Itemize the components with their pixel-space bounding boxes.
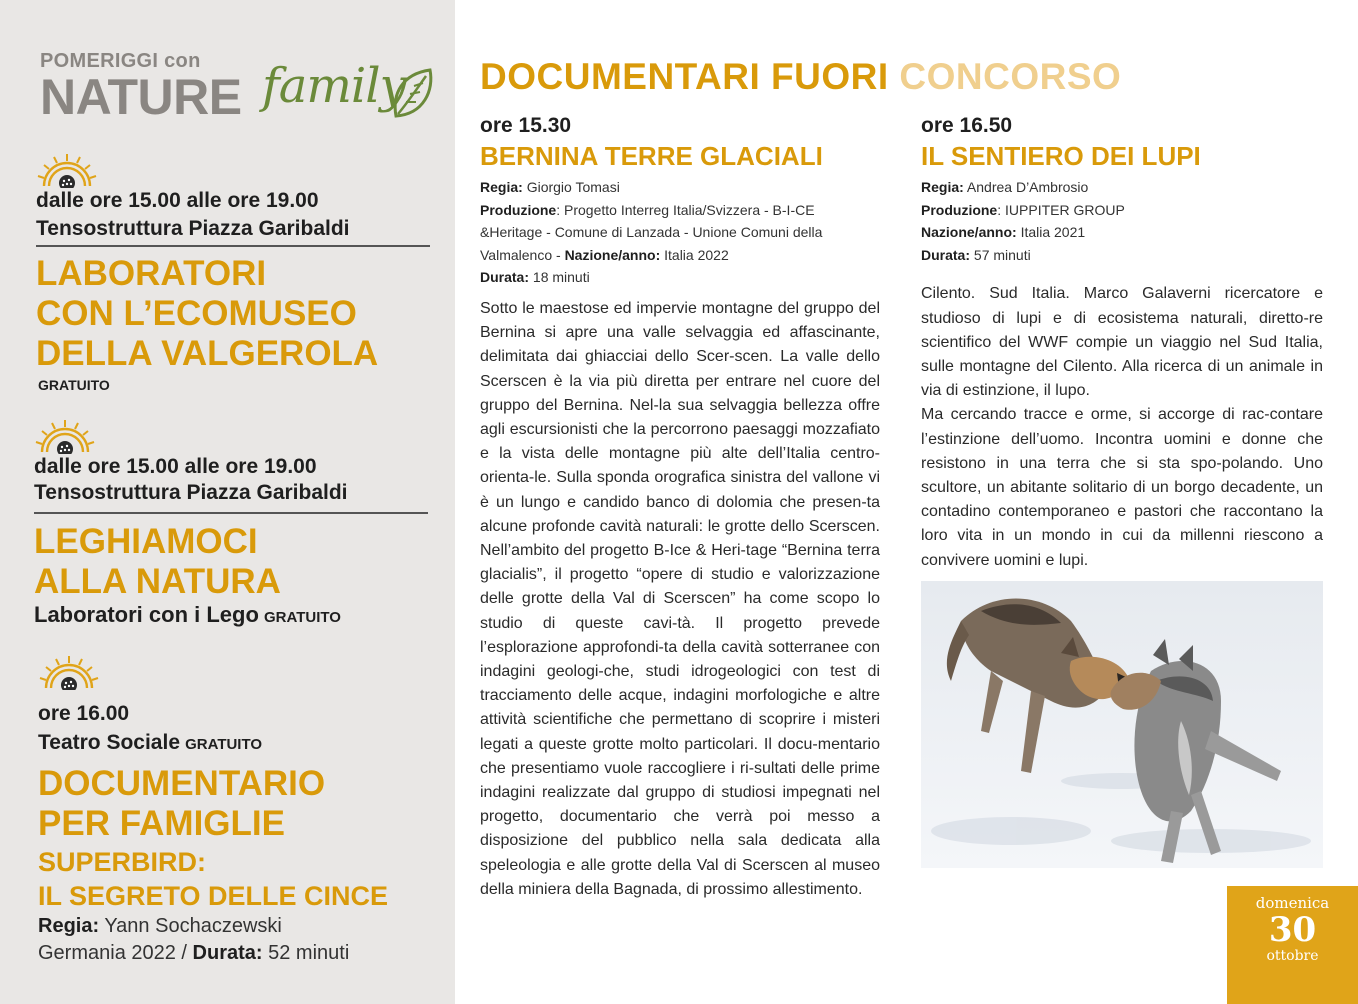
durata-label: Durata:: [480, 269, 530, 286]
date-number: 30: [1268, 910, 1317, 950]
sun-icon: [38, 654, 100, 690]
nazione-value: Italia 2021: [1020, 224, 1086, 241]
film1-paragraph: Sotto le maestose ed impervie montagne del gruppo del Bernina si apre una valle selvaggia ed affascinante, delimitata dai ghiacciai dello Scer-scen. La valle dello Scerscen è la via più diretta per entrare nel cuore del gruppo del Bernina. Nel-la sua selvaggia bellezza offre agli escursionisti che la percorrono paesaggi mozzafiato e la vista delle montagne più alte dell’Italia centro-orienta-le. Sulla sponda orografica sinistra del vallone vi è un lungo e candido banco di dolomia che presen-ta alcune profonde cavità naturali: le grotte dello Scerscen. Nell’ambito del progetto B-Ice & Heri-tage “Bernina terra glacialis”, il progetto “opere di studio e valorizzazione delle grotte della Val di Scerscen” ha come scopo lo studio di queste cavi-tà. Il progetto prevede l’esplorazione approfondi-ta della cavità sotterranee con indagini geologi-che, studi idrogeologici con test di tracciamento delle acque, indagini morfologiche e altre attività scientifiche che permettano di scoprire i misteri legati a queste grotte molto particolari. Il docu-mentario che presentiamo vuole raccogliere i ri-sultati delle prime indagini realizzate dal gruppo di studiosi impegnati nel progetto, documentario che verrà poi messo a disposizione del pubblico nella sala dedicata alla speleologia e alle grotte della Val di Scerscen al museo della miniera della Bagnada, di prossimo allestimento.: [480, 299, 880, 898]
event2-time: dalle ore 15.00 alle ore 19.00: [34, 455, 317, 478]
event3-time: ore 16.00: [38, 702, 130, 725]
logo-top-text: POMERIGGI con: [40, 50, 201, 72]
sun-icon: [34, 418, 96, 454]
regia-label: Regia:: [38, 915, 100, 937]
durata-value: 18 minuti: [532, 269, 590, 286]
film2-paragraph: Cilento. Sud Italia. Marco Galaverni ricercatore e studioso di lupi e di ecosistema naturali, diretto-re scientifico del WWF compie un viaggio nel Sud Italia, sulle montagne del Cilento. Alla ricerca di un animale in via di estinzione, il lupo.: [921, 285, 1323, 400]
wolves-photo: [921, 581, 1323, 868]
produzione-value: : Progetto Interreg Italia/Svizzera - B-I-CE &Heritage - Comune di Lanzada - Unione Comuni della Valmalenco -: [480, 201, 823, 263]
event2-title: [34, 522, 281, 602]
logo-family-text: family: [262, 58, 406, 114]
event2-subtitle-row: [34, 602, 341, 628]
sun-icon: [36, 152, 98, 188]
event3-title-line: DOCUMENTARIO: [38, 764, 326, 803]
regia-value: Andrea D’Ambrosio: [966, 179, 1089, 195]
date-badge: [1227, 886, 1358, 1004]
event1-title: [36, 254, 378, 374]
event3-film-title: [38, 845, 388, 913]
regia-label: Regia:: [921, 179, 964, 195]
country-year: Germania 2022 /: [38, 942, 193, 964]
nazione-value: Italia 2022: [664, 246, 729, 263]
nazione-label: Nazione/anno:: [564, 246, 661, 263]
produzione-label: Produzione: [921, 201, 998, 218]
film1-title: BERNINA TERRE GLACIALI: [480, 141, 823, 171]
heading-part2: CONCORSO: [899, 56, 1122, 97]
durata-value: 57 minuti: [973, 246, 1031, 263]
event1-time: dalle ore 15.00 alle ore 19.00: [36, 189, 319, 212]
regia-value: Giorgio Tomasi: [526, 179, 620, 195]
regia-label: Regia:: [480, 179, 523, 195]
event2-price: GRATUITO: [264, 609, 341, 626]
produzione-value: : IUPPITER GROUP: [997, 201, 1125, 218]
event3-country-duration: [38, 942, 349, 965]
event1-title-line: CON L’ECOMUSEO: [36, 294, 357, 333]
event1-price: GRATUITO: [38, 377, 110, 393]
film1-credits: [480, 176, 880, 289]
film2-description: [921, 282, 1323, 572]
event2-title-line: LEGHIAMOCI: [34, 522, 258, 561]
event1-place: Tensostruttura Piazza Garibaldi: [36, 217, 350, 240]
logo: [40, 50, 440, 140]
film2-title: IL SENTIERO DEI LUPI: [921, 141, 1201, 171]
left-panel: [0, 0, 455, 1004]
event2-place: Tensostruttura Piazza Garibaldi: [34, 481, 348, 504]
event1-title-line: DELLA VALGEROLA: [36, 334, 379, 373]
divider: [36, 245, 430, 247]
film2-time: ore 16.50: [921, 114, 1013, 137]
durata-label: Durata:: [192, 942, 263, 964]
regia-value: Yann Sochaczewski: [104, 915, 282, 937]
event3-title-line: PER FAMIGLIE: [38, 804, 285, 843]
film2-column: [921, 112, 1323, 573]
section-heading: [480, 56, 1121, 98]
event3-film-line: IL SEGRETO DELLE CINCE: [38, 881, 389, 911]
durata-label: Durata:: [921, 246, 971, 263]
event2-subtitle: Laboratori con i Lego: [34, 602, 259, 627]
film1-description: [480, 297, 880, 902]
event3-film-line: SUPERBIRD:: [38, 847, 207, 877]
event1-title-line: LABORATORI: [36, 254, 267, 293]
date-day: domenica: [1255, 894, 1330, 912]
event3-place: Teatro Sociale: [38, 731, 180, 754]
event2-title-line: ALLA NATURA: [34, 562, 281, 601]
divider: [34, 512, 428, 514]
leaf-icon: [390, 64, 438, 122]
film2-paragraph: Ma cercando tracce e orme, si accorge di rac-contare l’estinzione dell’uomo. Incontra uomini e donne che resistono in una terra che si sta spo-polando. Uno scultore, un abitante solitario di un borgo decadente, un contadino contemporaneo e pastori che raccontano la loro vita in un mondo in cui da millenni riescono a convivere uomini e lupi.: [921, 406, 1323, 569]
durata-value: 52 minuti: [268, 942, 350, 964]
film1-time: ore 15.30: [480, 114, 572, 137]
produzione-label: Produzione: [480, 201, 557, 218]
event3-place-row: [38, 731, 262, 755]
nazione-label: Nazione/anno:: [921, 224, 1017, 241]
film1-column: [480, 112, 880, 902]
logo-nature-text: NATURE: [40, 69, 242, 125]
heading-part1: DOCUMENTARI FUORI: [480, 56, 900, 97]
event3-price: GRATUITO: [185, 736, 263, 753]
film2-credits: [921, 176, 1323, 266]
event3-title: [38, 764, 325, 844]
date-month: ottobre: [1266, 948, 1319, 964]
event3-regia: [38, 915, 282, 938]
